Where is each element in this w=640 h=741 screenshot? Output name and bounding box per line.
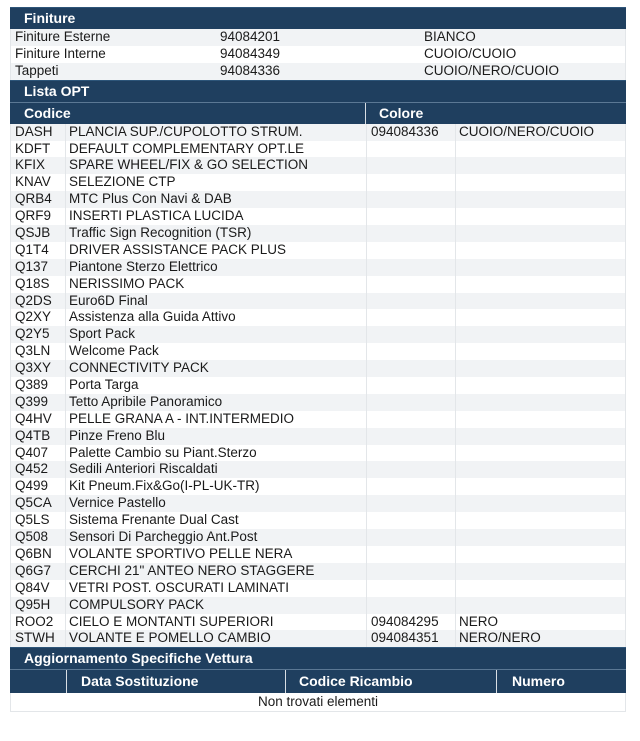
- option-description: PLANCIA SUP./CUPOLOTTO STRUM.: [66, 124, 367, 141]
- option-code: STWH: [11, 630, 66, 647]
- option-color: [456, 461, 625, 478]
- option-description: CONNECTIVITY PACK: [66, 360, 367, 377]
- option-color: NERO/NERO: [459, 630, 541, 646]
- option-color: [456, 597, 625, 614]
- empty-message: Non trovati elementi: [10, 693, 626, 712]
- option-description: Porta Targa: [66, 377, 367, 394]
- table-row: [11, 428, 625, 445]
- table-row: [11, 343, 625, 360]
- option-color-code: [367, 141, 456, 158]
- finitura-value: BIANCO: [424, 29, 476, 44]
- option-description: CIELO E MONTANTI SUPERIORI: [66, 614, 367, 631]
- column-header-number: Numero: [512, 673, 565, 690]
- optionals-header: [10, 102, 626, 124]
- finitura-label: Tappeti: [15, 62, 59, 78]
- option-color: [456, 546, 625, 563]
- option-code: Q2XY: [11, 309, 66, 326]
- option-color: [456, 309, 625, 326]
- option-color-code: [367, 445, 456, 462]
- option-description: Euro6D Final: [66, 293, 367, 310]
- table-row: [11, 580, 625, 597]
- option-code: Q5LS: [11, 512, 66, 529]
- option-color-code: [367, 208, 456, 225]
- table-row: [11, 546, 625, 563]
- column-header-code: Codice: [10, 103, 366, 124]
- table-row: [11, 377, 625, 394]
- option-code: KFIX: [11, 157, 66, 174]
- option-color-code: [367, 191, 456, 208]
- option-description: DEFAULT COMPLEMENTARY OPT.LE: [66, 141, 367, 158]
- table-row: [11, 461, 625, 478]
- option-description: VETRI POST. OSCURATI LAMINATI: [66, 580, 367, 597]
- table-row: [11, 411, 625, 428]
- option-description: COMPULSORY PACK: [66, 597, 367, 614]
- table-row: [11, 360, 625, 377]
- column-header-part: Codice Ricambio: [286, 670, 497, 693]
- option-code: QSJB: [11, 225, 66, 242]
- option-color: [456, 563, 625, 580]
- option-color: [456, 428, 625, 445]
- table-row: [11, 309, 625, 326]
- option-color-code: [367, 225, 456, 242]
- option-color: [456, 343, 625, 360]
- optionals-section-title: Lista OPT: [10, 80, 626, 102]
- option-code: Q18S: [11, 276, 66, 293]
- option-color: [456, 478, 625, 495]
- option-code: Q2DS: [11, 293, 66, 310]
- option-code: Q5CA: [11, 495, 66, 512]
- finitura-code: 94084349: [220, 45, 281, 61]
- option-color-code: [367, 394, 456, 411]
- vehicle-spec-panel: [10, 7, 626, 712]
- option-description: Kit Pneum.Fix&Go(I-PL-UK-TR): [66, 478, 367, 495]
- table-row: [11, 276, 625, 293]
- option-code: Q3LN: [11, 343, 66, 360]
- table-row: [11, 563, 625, 580]
- option-code: QRF9: [11, 208, 66, 225]
- option-code: Q6G7: [11, 563, 66, 580]
- option-color: [456, 157, 625, 174]
- option-description: MTC Plus Con Navi & DAB: [66, 191, 367, 208]
- option-description: SELEZIONE CTP: [66, 174, 367, 191]
- option-description: VOLANTE SPORTIVO PELLE NERA: [66, 546, 367, 563]
- column-header-date: Data Sostituzione: [67, 670, 286, 693]
- option-description: Sedili Anteriori Riscaldati: [66, 461, 367, 478]
- option-color-code: [367, 242, 456, 259]
- table-row: [11, 208, 625, 225]
- table-row: [11, 191, 625, 208]
- finiture-table: [10, 29, 626, 80]
- option-color: [456, 495, 625, 512]
- option-color-code: 094084336: [367, 124, 456, 141]
- option-code: KDFT: [11, 141, 66, 158]
- table-row: [11, 293, 625, 310]
- table-row: [11, 630, 625, 647]
- table-row: [11, 63, 625, 80]
- option-description: DRIVER ASSISTANCE PACK PLUS: [66, 242, 367, 259]
- option-color-code: [367, 580, 456, 597]
- option-color-code: [367, 495, 456, 512]
- option-code: Q4TB: [11, 428, 66, 445]
- option-code: Q84V: [11, 580, 66, 597]
- column-header-color: Colore: [379, 104, 424, 121]
- option-description: Pinze Freno Blu: [66, 428, 367, 445]
- option-color-code: [367, 326, 456, 343]
- option-code: Q1T4: [11, 242, 66, 259]
- option-description: Assistenza alla Guida Attivo: [66, 309, 367, 326]
- option-color: [456, 242, 625, 259]
- option-color-code: [367, 309, 456, 326]
- table-row: [11, 529, 625, 546]
- option-color-code: [367, 157, 456, 174]
- option-color: [456, 360, 625, 377]
- option-color: [456, 580, 625, 597]
- option-description: Tetto Apribile Panoramico: [66, 394, 367, 411]
- option-description: SPARE WHEEL/FIX & GO SELECTION: [66, 157, 367, 174]
- option-code: DASH: [11, 124, 66, 141]
- option-code: Q6BN: [11, 546, 66, 563]
- option-color: [456, 276, 625, 293]
- table-row: [11, 512, 625, 529]
- finitura-code: 94084336: [220, 62, 281, 78]
- option-code: Q399: [11, 394, 66, 411]
- aggiornamento-section-title: Aggiornamento Specifiche Vettura: [10, 647, 626, 669]
- option-color-code: [367, 563, 456, 580]
- option-description: Sistema Frenante Dual Cast: [66, 512, 367, 529]
- table-row: [11, 614, 625, 631]
- option-color-code: [367, 597, 456, 614]
- finitura-code: 94084201: [220, 29, 281, 44]
- option-color-code: [367, 360, 456, 377]
- option-code: Q95H: [11, 597, 66, 614]
- option-color: [456, 512, 625, 529]
- option-code: Q3XY: [11, 360, 66, 377]
- option-color: [456, 259, 625, 276]
- option-code: KNAV: [11, 174, 66, 191]
- option-color-code: [367, 512, 456, 529]
- finitura-label: Finiture Interne: [15, 45, 106, 61]
- option-code: Q452: [11, 461, 66, 478]
- table-row: [11, 445, 625, 462]
- table-row: [11, 141, 625, 158]
- table-row: [11, 157, 625, 174]
- option-code: ROO2: [11, 614, 66, 631]
- option-description: VOLANTE E POMELLO CAMBIO: [66, 630, 367, 647]
- finiture-section-title: Finiture: [10, 7, 626, 29]
- table-row: [11, 259, 625, 276]
- option-color: NERO: [459, 613, 499, 629]
- optionals-table: [10, 124, 626, 648]
- option-description: NERISSIMO PACK: [66, 276, 367, 293]
- option-color: [456, 377, 625, 394]
- option-color: [456, 445, 625, 462]
- option-color-code: [367, 293, 456, 310]
- table-row: [11, 174, 625, 191]
- table-row: [11, 495, 625, 512]
- option-code: Q389: [11, 377, 66, 394]
- option-description: Palette Cambio su Piant.Sterzo: [66, 445, 367, 462]
- option-color: [456, 394, 625, 411]
- table-row: [11, 124, 625, 141]
- table-row: [11, 29, 625, 46]
- option-description: Sensori Di Parcheggio Ant.Post: [66, 529, 367, 546]
- option-color-code: [367, 377, 456, 394]
- table-row: [11, 225, 625, 242]
- option-description: INSERTI PLASTICA LUCIDA: [66, 208, 367, 225]
- aggiornamento-header: [10, 669, 626, 693]
- option-description: PELLE GRANA A - INT.INTERMEDIO: [66, 411, 367, 428]
- option-description: Piantone Sterzo Elettrico: [66, 259, 367, 276]
- finitura-value: CUOIO/NERO/CUOIO: [424, 62, 560, 78]
- option-color-code: 094084295: [367, 614, 456, 631]
- option-color-code: 094084351: [367, 630, 456, 647]
- finitura-value: CUOIO/CUOIO: [424, 45, 517, 61]
- option-color-code: [367, 478, 456, 495]
- table-row: [11, 242, 625, 259]
- option-color-code: [367, 461, 456, 478]
- option-color: [456, 191, 625, 208]
- table-row: [11, 597, 625, 614]
- column-header-blank: [10, 670, 67, 693]
- option-color: [456, 411, 625, 428]
- option-code: Q508: [11, 529, 66, 546]
- table-row: [11, 478, 625, 495]
- finitura-label: Finiture Esterne: [15, 29, 111, 44]
- option-color-code: [367, 174, 456, 191]
- option-code: QRB4: [11, 191, 66, 208]
- option-color-code: [367, 546, 456, 563]
- option-code: Q407: [11, 445, 66, 462]
- option-color: [456, 529, 625, 546]
- option-color: [456, 208, 625, 225]
- option-code: Q4HV: [11, 411, 66, 428]
- option-description: CERCHI 21" ANTEO NERO STAGGERE: [66, 563, 367, 580]
- option-color: CUOIO/NERO/CUOIO: [459, 123, 595, 139]
- option-description: Sport Pack: [66, 326, 367, 343]
- table-row: [11, 394, 625, 411]
- option-color-code: [367, 428, 456, 445]
- option-color: [456, 141, 625, 158]
- option-description: Welcome Pack: [66, 343, 367, 360]
- option-color-code: [367, 343, 456, 360]
- option-color-code: [367, 259, 456, 276]
- option-color-code: [367, 411, 456, 428]
- option-code: Q2Y5: [11, 326, 66, 343]
- option-code: Q499: [11, 478, 66, 495]
- option-color: [456, 225, 625, 242]
- option-color-code: [367, 276, 456, 293]
- option-description: Traffic Sign Recognition (TSR): [66, 225, 367, 242]
- table-row: [11, 46, 625, 63]
- option-color: [456, 174, 625, 191]
- option-code: Q137: [11, 259, 66, 276]
- table-row: [11, 326, 625, 343]
- option-color-code: [367, 529, 456, 546]
- option-color: [456, 293, 625, 310]
- option-color: [456, 326, 625, 343]
- option-description: Vernice Pastello: [66, 495, 367, 512]
